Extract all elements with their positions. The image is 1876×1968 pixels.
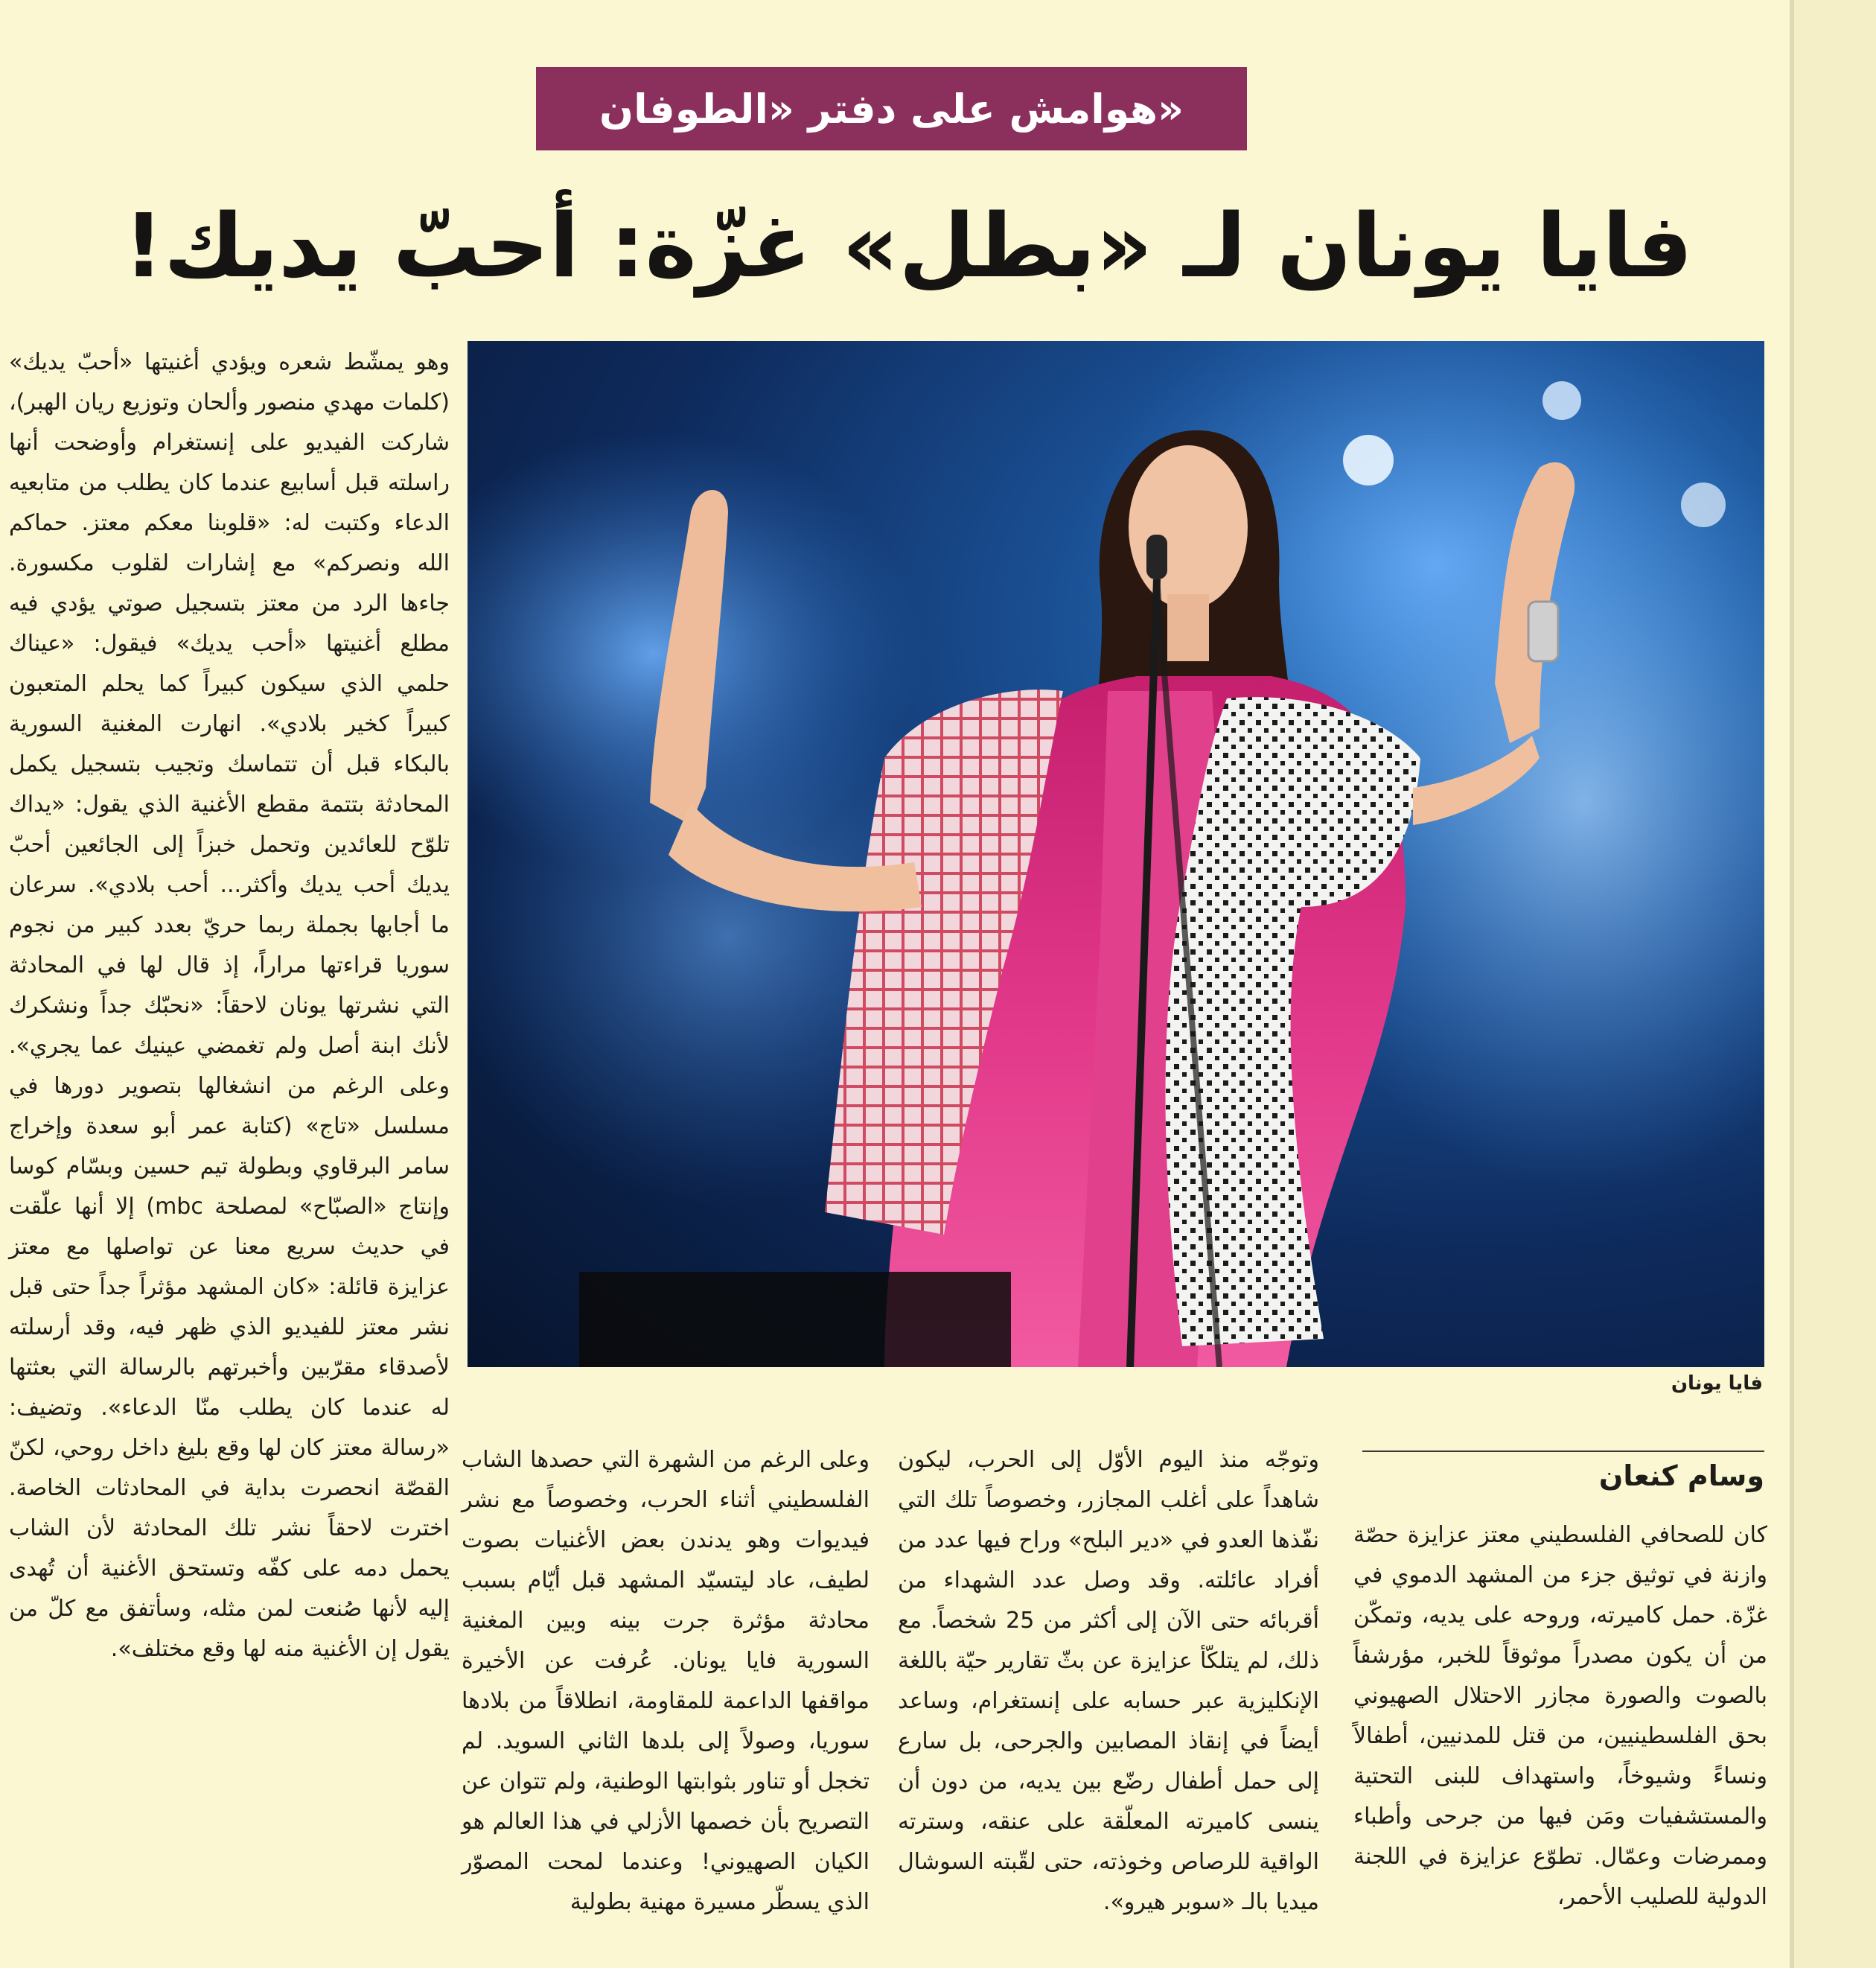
- concert-photo: [468, 341, 1764, 1367]
- right-margin: [1794, 0, 1876, 1968]
- article-column-4: [1353, 1515, 1767, 1917]
- article-column-1: [9, 343, 450, 1669]
- section-kicker-banner: [536, 67, 1247, 150]
- column-text: وعلى الرغم من الشهرة التي حصدها الشاب الفلسطيني أثناء الحرب، وخصوصاً مع نشر فيديوات وهو يدندن بعض الأغنيات بصوت لطيف، عاد ليتسيّد المشهد قبل أيّام بسبب محادثة مؤثرة جرت بينه وبين المغنية السورية فايا يونان. عُرفت عن الأخيرة مواقفها الداعمة للمقاومة، انطلاقاً من بلادها سوريا، وصولاً إلى بلدها الثاني السويد. لم تخجل أو تناور بثوابتها الوطنية، ولم تتوان عن التصريح بأن خصمها الأزلي في هذا العالم هو الكيان الصهيوني! وعندما لمحت المصوّر الذي يسطّر مسيرة مهنية بطولية: [462, 1447, 870, 1915]
- column-text: وهو يمشّط شعره ويؤدي أغنيتها «أحبّ يديك» (كلمات مهدي منصور وألحان وتوزيع ريان الهبر)، شاركت الفيديو على إنستغرام وأوضحت أنها راسلته قبل أسابيع عندما كان يطلب من متابعيه الدعاء وكتبت له: «قلوبنا معكم معتز. حماكم الله ونصركم» مع إشارات لقلوب مكسورة. جاءها الرد من معتز بتسجيل صوتي يؤدي فيه مطلع أغنيتها «أحب يديك» فيقول: «عيناك حلمي الذي سيكون كبيراً كما يحلم المتعبون كبيراً كخير بلادي». انهارت المغنية السورية بالبكاء قبل أن تتماسك وتجيب بتسجيل يكمل المحادثة بتتمة مقطع الأغنية الذي يقول: «يداك تلوّح للعائدين وتحمل خبزاً إلى الجائعين أحبّ يديك أحب يديك وأكثر... أحب بلادي». سرعان ما أجابها بجملة ربما حريّ بعدد كبير من نجوم سوريا قراءتها مراراً، إذ قال لها في المحادثة التي نشرتها يونان لاحقاً: «نحبّك جداً ونشكرك لأنك ابنة أصل ولم تغمضي عينيك عما يجري». وعلى الرغم من انشغالها بتصوير دورها في مسلسل «تاج» (كتابة عمر أبو سعدة وإخراج سامر البرقاوي وبطولة تيم حسين وبسّام كوسا وإنتاج «الصبّاح» لمصلحة mbc) إلا أنها علّقت في حديث سريع معنا عن تواصلها مع معتز عزايزة قائلة: «كان المشهد مؤثراً جداً حتى قبل نشر معتز للفيديو الذي ظهر فيه، وقد أرسلته لأصدقاء مقرّبين وأخبرتهم بالرسالة التي بعثتها له عندما كان يطلب منّا الدعاء». وتضيف: «رسالة معتز كان لها وقع بليغ داخل روحي، لكنّ القصّة انحصرت بداية في المحادثات الخاصة. اخترت لاحقاً نشر تلك المحادثة لأن الشاب يحمل دمه على كفّه وتستحق الأغنية أن تُهدى إليه لأنها صُنعت لمن مثله، وسأتفق مع كلّ من يقول إن الأغنية منه لها وقع مختلف».: [9, 349, 450, 1662]
- column-text: وتوجّه منذ اليوم الأوّل إلى الحرب، ليكون شاهداً على أغلب المجازر، وخصوصاً تلك التي نفّذها العدو في «دير البلح» وراح فيها عدد من أفراد عائلته. وقد وصل عدد الشهداء من أقربائه حتى الآن إلى أكثر من 25 شخصاً. مع ذلك، لم يتلكّأ عزايزة عن بثّ تقارير حيّة باللغة الإنكليزية عبر حسابه على إنستغرام، وساعد أيضاً في إنقاذ المصابين والجرحى، بل سارع إلى حمل أطفال رضّع بين يديه، من دون أن ينسى كاميرته المعلّقة على عنقه، وسترته الواقية للرصاص وخوذته، حتى لقّبته السوشال ميديا بالـ «سوبر هيرو».: [898, 1447, 1319, 1915]
- headline: فايا يونان لـ «بطل» غزّة: أحبّ يديك!: [124, 194, 1693, 297]
- singer-illustration: [468, 341, 1764, 1367]
- author-byline: وسام كنعان: [1598, 1459, 1764, 1492]
- article-column-2: [462, 1440, 870, 1923]
- section-kicker: هوامش على دفتر «الطوفان»: [599, 85, 1184, 133]
- byline-divider: [1362, 1450, 1764, 1452]
- photo-caption: فايا يونان: [1671, 1372, 1763, 1395]
- article-column-3: [898, 1440, 1319, 1923]
- column-text: كان للصحافي الفلسطيني معتز عزايزة حصّة وازنة في توثيق جزء من المشهد الدموي في غزّة. حمل كاميرته، وروحه على يديه، وتمكّن من أن يكون مصدراً موثوقاً للخبر، مؤرشفاً بالصوت والصورة مجازر الاحتلال الصهيوني بحق الفلسطينيين، من قتل للمدنيين، أطفالاً ونساءً وشيوخاً، واستهداف للبنى التحتية والمستشفيات ومَن فيها من جرحى وأطباء وممرضات وعمّال. تطوّع عزايزة في اللجنة الدولية للصليب الأحمر،: [1353, 1522, 1767, 1910]
